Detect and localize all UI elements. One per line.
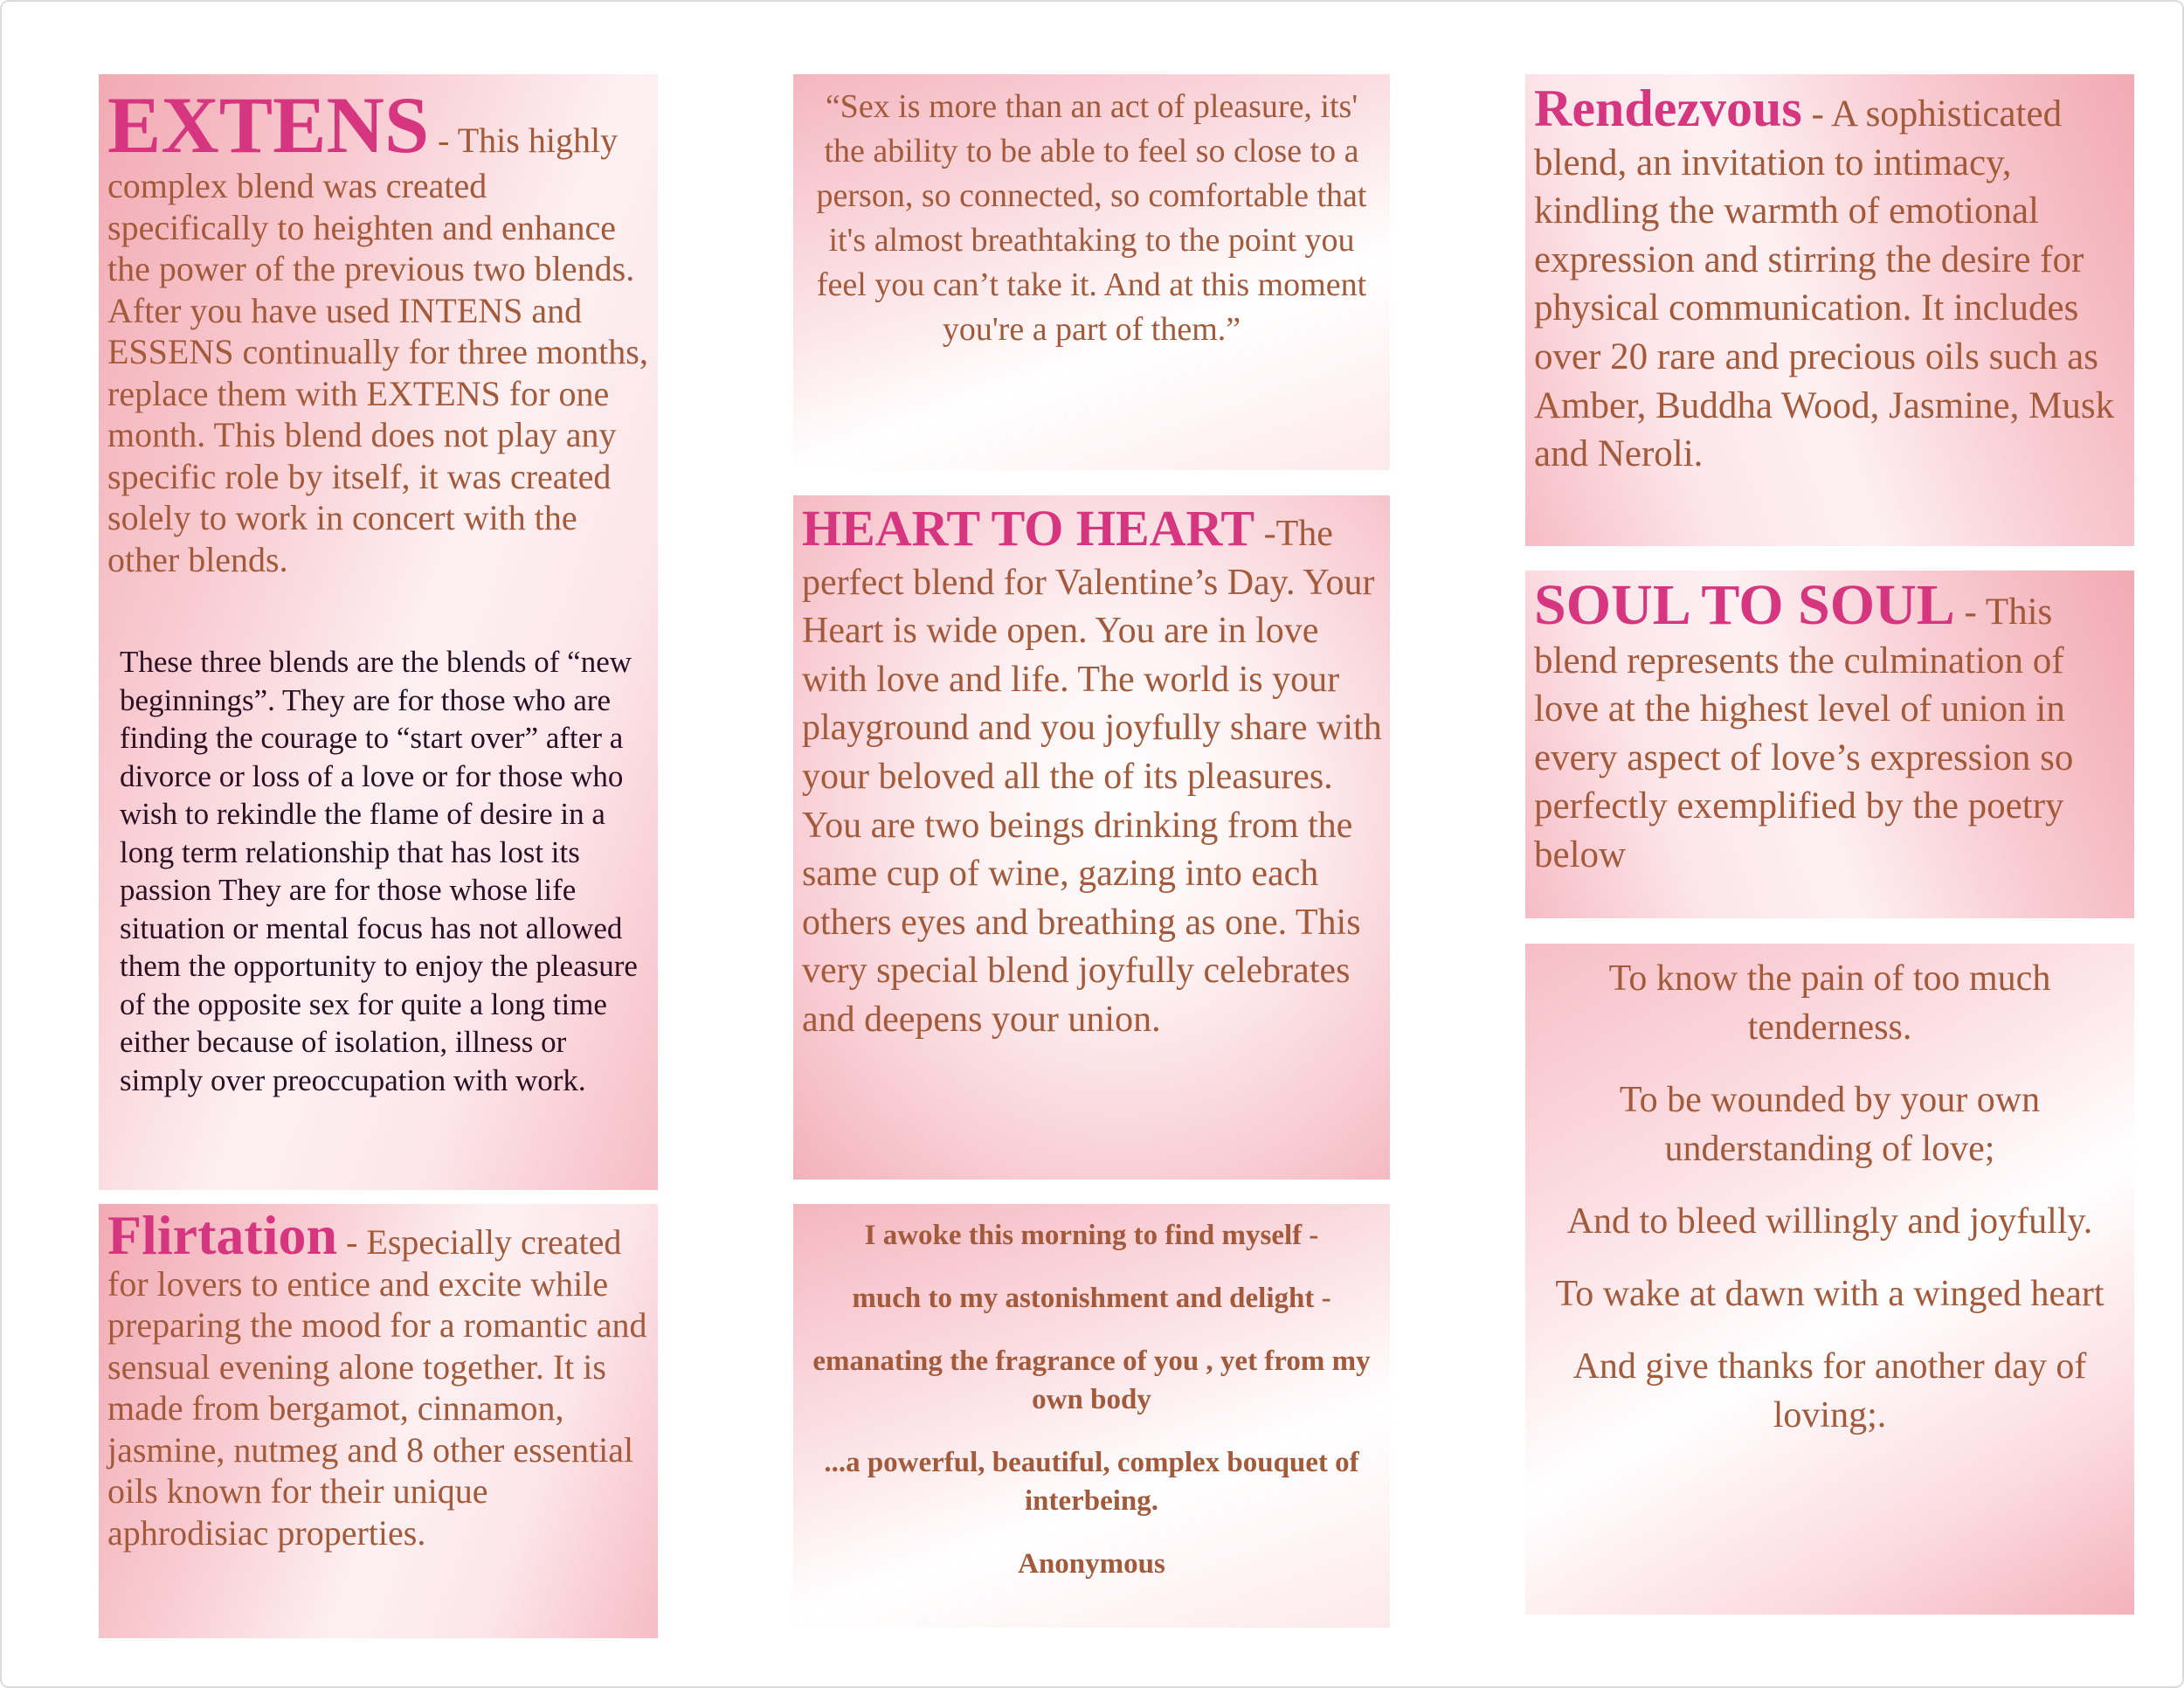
poem-author: Anonymous [1018, 1548, 1165, 1580]
extens-title: EXTENS [107, 80, 430, 169]
poem-line: To wake at dawn with a winged heart [1555, 1274, 2105, 1314]
poem-line: To know the pain of too much tenderness. [1608, 958, 2051, 1048]
poem-line: emanating the fragrance of you , yet from my own body [812, 1346, 1371, 1415]
extens-section [107, 80, 653, 580]
poem-line: much to my astonishment and delight - [852, 1283, 1331, 1314]
poem-line: And give thanks for another day of loving;. [1572, 1346, 2087, 1435]
poem-line: To be wounded by your own understanding of love; [1619, 1080, 2041, 1169]
new-beginnings-note: These three blends are the blends of “new beginnings”. They are for those who are finding the courage to “start over” after a divorce or loss of a love or for those who wish to rekindle the flame of desire in a long term relationship that has lost its passion They are for those whose life situation or mental focus has not allowed them the opportunity to enjoy the pleasure of the opposite sex for quite a long time either because of isolation, illness or simply over preoccupation with work. [120, 645, 638, 1097]
rendezvous-section [1534, 80, 2134, 479]
rendezvous-description: - A sophisticated blend, an invitation to intimacy, kindling the warmth of emotional expression and stirring the desire for physical communication. It includes over 20 rare and precious oils such as Amber, Buddha Wood, Jasmine, Musk and Neroli. [1534, 93, 2115, 475]
poem-line: And to bleed willingly and joyfully. [1566, 1201, 2093, 1242]
flirtation-section [107, 1204, 653, 1553]
heart-to-heart-title: HEART TO HEART [802, 500, 1255, 557]
soul-to-soul-description: - This blend represents the culmination of love at the highest level of union in every aspect of love’s expression so perfectly exemplified by the poetry below [1534, 591, 2074, 875]
flirtation-description: - Especially created for lovers to entice and excite while preparing the mood for a romantic and sensual evening alone together. It is made from bergamot, cinnamon, jasmine, nutmeg and 8 other essential oils known for their unique aphrodisiac properties. [107, 1222, 647, 1553]
soul-to-soul-title: SOUL TO SOUL [1534, 573, 1955, 637]
extens-description: - This highly complex blend was created specifically to heighten and enhance the power of the previous two blends. After you have used INTENS and ESSENS continually for three months, replace them with EXTENS for one month. This blend does not play any specific role by itself, it was created solely to work in concert with the other blends. [107, 121, 648, 579]
poem-line: ...a powerful, beautiful, complex bouquet of interbeing. [824, 1447, 1359, 1517]
poem-center [811, 1216, 1372, 1608]
rendezvous-title: Rendezvous [1534, 80, 1802, 137]
quote-text: “Sex is more than an act of pleasure, its' the ability to be able to feel so close to a person, so connected, so comfortable that it's almost breathtaking to the point you feel you can’t take it. And at this moment you're a part of them.” [816, 88, 1367, 348]
heart-to-heart-section [802, 500, 1386, 1045]
flirtation-title: Flirtation [107, 1204, 338, 1266]
soul-to-soul-section [1534, 573, 2128, 880]
poem-line: I awoke this morning to find myself - [864, 1220, 1319, 1251]
poem-right [1543, 954, 2117, 1463]
heart-to-heart-description: -The perfect blend for Valentine’s Day. Your Heart is wide open. You are in love with love and life. The world is your playground and you joyfully share with your beloved all the of its pleasures. You are two beings drinking from the same cup of wine, gazing into each others eyes and breathing as one. This very special blend joyfully celebrates and deepens your union. [802, 514, 1382, 1040]
